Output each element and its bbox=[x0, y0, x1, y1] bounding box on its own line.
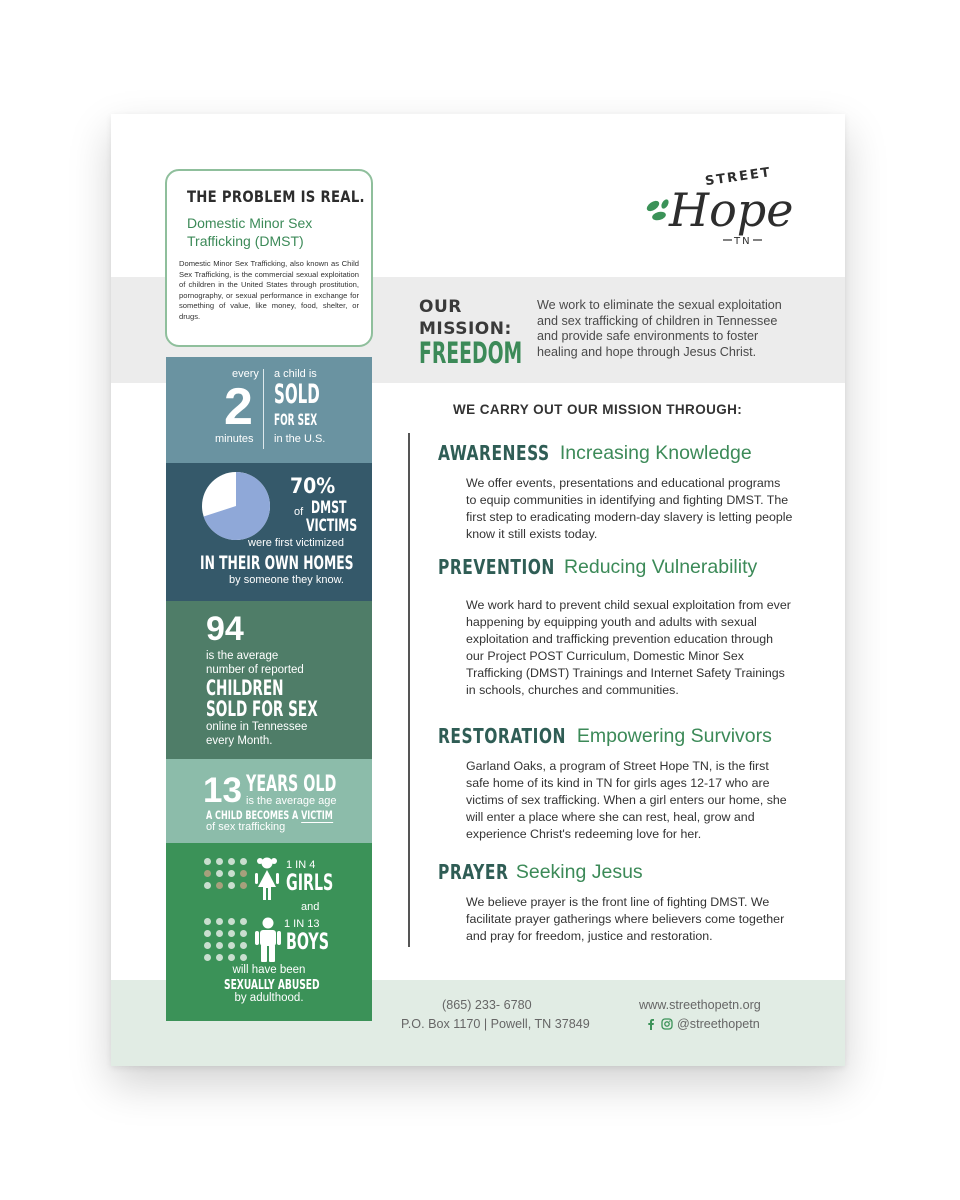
dot bbox=[240, 930, 247, 937]
stat-average: is the average bbox=[206, 650, 279, 662]
item-restoration bbox=[438, 724, 798, 843]
stat-sold: SOLD bbox=[274, 379, 320, 410]
stat-becomes: A CHILD BECOMES A bbox=[206, 808, 299, 822]
dot bbox=[228, 870, 235, 877]
item-body: We offer events, presentations and educational programs to equip communities in identifying and fighting DMST. The first step to eradicating modern-day slavery is letting people know it still exists today. bbox=[466, 476, 793, 541]
dot bbox=[216, 870, 223, 877]
stat-panel-94 bbox=[166, 601, 372, 759]
street-hope-logo bbox=[639, 154, 799, 254]
stat-girls: GIRLS bbox=[286, 871, 334, 896]
mission-label-our: OUR bbox=[419, 297, 462, 317]
dot bbox=[204, 942, 211, 949]
stat-and: and bbox=[301, 901, 320, 913]
item-awareness bbox=[438, 441, 798, 543]
dot bbox=[216, 918, 223, 925]
stat-dmst: DMST bbox=[311, 498, 347, 518]
stat-by-adulthood: by adulthood. bbox=[234, 992, 304, 1004]
stat-victim: VICTIM bbox=[301, 808, 333, 822]
dot-highlighted bbox=[204, 870, 211, 877]
footer-website[interactable]: www.streethopetn.org bbox=[639, 998, 761, 1012]
dot bbox=[216, 930, 223, 937]
logo-tn: TN bbox=[734, 236, 752, 247]
stat-will-have-been: will have been bbox=[232, 964, 306, 976]
stat-number-2: 2 bbox=[224, 378, 253, 436]
stat-1-in-4: 1 IN 4 bbox=[286, 859, 316, 871]
stat-average-age: is the average age bbox=[246, 795, 337, 807]
item-subtitle: Reducing Vulnerability bbox=[563, 555, 758, 578]
dot bbox=[216, 954, 223, 961]
stat-own-homes: IN THEIR OWN HOMES bbox=[200, 552, 354, 574]
stat-number-94: 94 bbox=[206, 610, 244, 648]
item-keyword: AWARENESS bbox=[438, 441, 550, 465]
stat-number-reported: number of reported bbox=[206, 664, 304, 676]
carry-out-heading: WE CARRY OUT OUR MISSION THROUGH: bbox=[453, 402, 743, 417]
stat-boys: BOYS bbox=[286, 930, 329, 955]
dot bbox=[216, 942, 223, 949]
flyer-page bbox=[111, 114, 845, 1066]
footer-social-handle[interactable]: @streethopetn bbox=[677, 1017, 760, 1031]
stat-sexually-abused: SEXUALLY ABUSED bbox=[224, 978, 320, 993]
item-prevention bbox=[438, 555, 798, 699]
instagram-icon[interactable] bbox=[661, 1018, 673, 1030]
problem-title: THE PROBLEM IS REAL. bbox=[187, 187, 365, 206]
dot bbox=[228, 882, 235, 889]
item-subtitle: Seeking Jesus bbox=[515, 860, 643, 883]
stat-in-us: in the U.S. bbox=[274, 433, 326, 445]
stat-of-trafficking: of sex trafficking bbox=[206, 821, 286, 833]
vertical-rule bbox=[408, 433, 410, 947]
item-body: We believe prayer is the front line of fighting DMST. We facilitate prayer gatherings where believers come together and pray for freedom, justice and restoration. bbox=[466, 895, 785, 943]
stat-victims: VICTIMS bbox=[306, 516, 358, 536]
stat-panel-13-years bbox=[166, 759, 372, 843]
dot bbox=[228, 954, 235, 961]
dot bbox=[228, 918, 235, 925]
dot bbox=[204, 918, 211, 925]
dot bbox=[204, 954, 211, 961]
dot bbox=[216, 858, 223, 865]
mission-label-mission: MISSION: bbox=[419, 319, 512, 339]
stat-someone-known: by someone they know. bbox=[229, 574, 344, 586]
item-keyword: PREVENTION bbox=[438, 555, 555, 579]
item-prayer bbox=[438, 860, 798, 945]
dot bbox=[228, 930, 235, 937]
item-subtitle: Empowering Survivors bbox=[576, 724, 772, 747]
dot bbox=[240, 942, 247, 949]
item-body: Garland Oaks, a program of Street Hope TN, is the first safe home of its kind in TN for girls ages 12-17 who are victims of sex trafficking. When a girl enters our home, she will enter a place where she can rest, heal, grow and experience Christ's redeeming love for her. bbox=[466, 759, 787, 841]
stat-a-child: a child is bbox=[274, 368, 317, 380]
leaf-icon bbox=[645, 198, 670, 222]
item-keyword: PRAYER bbox=[438, 860, 509, 884]
dot bbox=[240, 858, 247, 865]
footer-social bbox=[645, 1017, 760, 1031]
stat-children: CHILDREN bbox=[206, 676, 284, 700]
problem-body: Domestic Minor Sex Trafficking, also known as Child Sex Trafficking, is the commercial sexual exploitation of children in the United States through prostitution, pornography, or sexual performance in exchange for something of value, like money, food, shelter, or drugs. bbox=[179, 259, 359, 321]
logo-hope: Hope bbox=[669, 183, 794, 237]
stat-for-sex: FOR SEX bbox=[274, 410, 318, 429]
stat-number-13: 13 bbox=[203, 771, 242, 810]
dot-highlighted bbox=[240, 882, 247, 889]
dot-highlighted bbox=[216, 882, 223, 889]
divider bbox=[263, 369, 264, 449]
problem-box bbox=[165, 169, 373, 347]
item-subtitle: Increasing Knowledge bbox=[559, 441, 752, 464]
boys-dot-grid bbox=[204, 918, 247, 961]
dot bbox=[228, 942, 235, 949]
dot bbox=[228, 858, 235, 865]
girl-figure-icon bbox=[254, 857, 280, 901]
stat-every: every bbox=[232, 368, 259, 380]
girls-dot-grid bbox=[204, 858, 247, 889]
item-body: We work hard to prevent child sexual exploitation from ever happening by equipping youth and adults with sexual exploitation and trafficking prevention education through our Project POST Curriculum, Domestic Minor Sex Trafficking (DMST) Trainings and Internet Safety Trainings in schools, churches and communities. bbox=[466, 598, 791, 697]
stat-sold-for-sex: SOLD FOR SEX bbox=[206, 697, 318, 721]
facebook-icon[interactable] bbox=[645, 1018, 657, 1030]
logo-street: STREET bbox=[704, 165, 773, 190]
pie-chart-icon bbox=[200, 470, 272, 542]
stat-minutes: minutes bbox=[215, 433, 254, 445]
stat-panel-every-2-minutes bbox=[166, 357, 372, 463]
stat-of: of bbox=[294, 506, 304, 518]
footer-phone[interactable]: (865) 233- 6780 bbox=[442, 998, 532, 1012]
stat-years-old: YEARS OLD bbox=[246, 772, 337, 797]
mission-label bbox=[419, 296, 512, 340]
dot bbox=[204, 930, 211, 937]
item-keyword: RESTORATION bbox=[438, 724, 566, 748]
stat-every-month: every Month. bbox=[206, 735, 273, 747]
stat-70-percent: 70% bbox=[290, 474, 336, 498]
stat-panel-70-percent bbox=[166, 463, 372, 601]
mission-freedom: FREEDOM bbox=[419, 336, 523, 370]
dot bbox=[240, 918, 247, 925]
dot bbox=[204, 858, 211, 865]
dot bbox=[240, 954, 247, 961]
stat-becomes-victim bbox=[206, 808, 333, 822]
stat-first-victimized: were first victimized bbox=[248, 537, 344, 549]
boy-figure-icon bbox=[255, 917, 281, 963]
stat-panel-girls-boys bbox=[166, 843, 372, 1021]
mission-statement: We work to eliminate the sexual exploitation and sex trafficking of children in Tennessee and provide safe environments to foster healing and hope through Jesus Christ. bbox=[537, 298, 782, 359]
dot bbox=[204, 882, 211, 889]
stat-1-in-13: 1 IN 13 bbox=[284, 918, 320, 930]
stat-online-tennessee: online in Tennessee bbox=[206, 721, 308, 733]
problem-subtitle: Domestic Minor Sex Trafficking (DMST) bbox=[187, 215, 313, 249]
footer-address: P.O. Box 1170 | Powell, TN 37849 bbox=[401, 1017, 590, 1031]
dot-highlighted bbox=[240, 870, 247, 877]
